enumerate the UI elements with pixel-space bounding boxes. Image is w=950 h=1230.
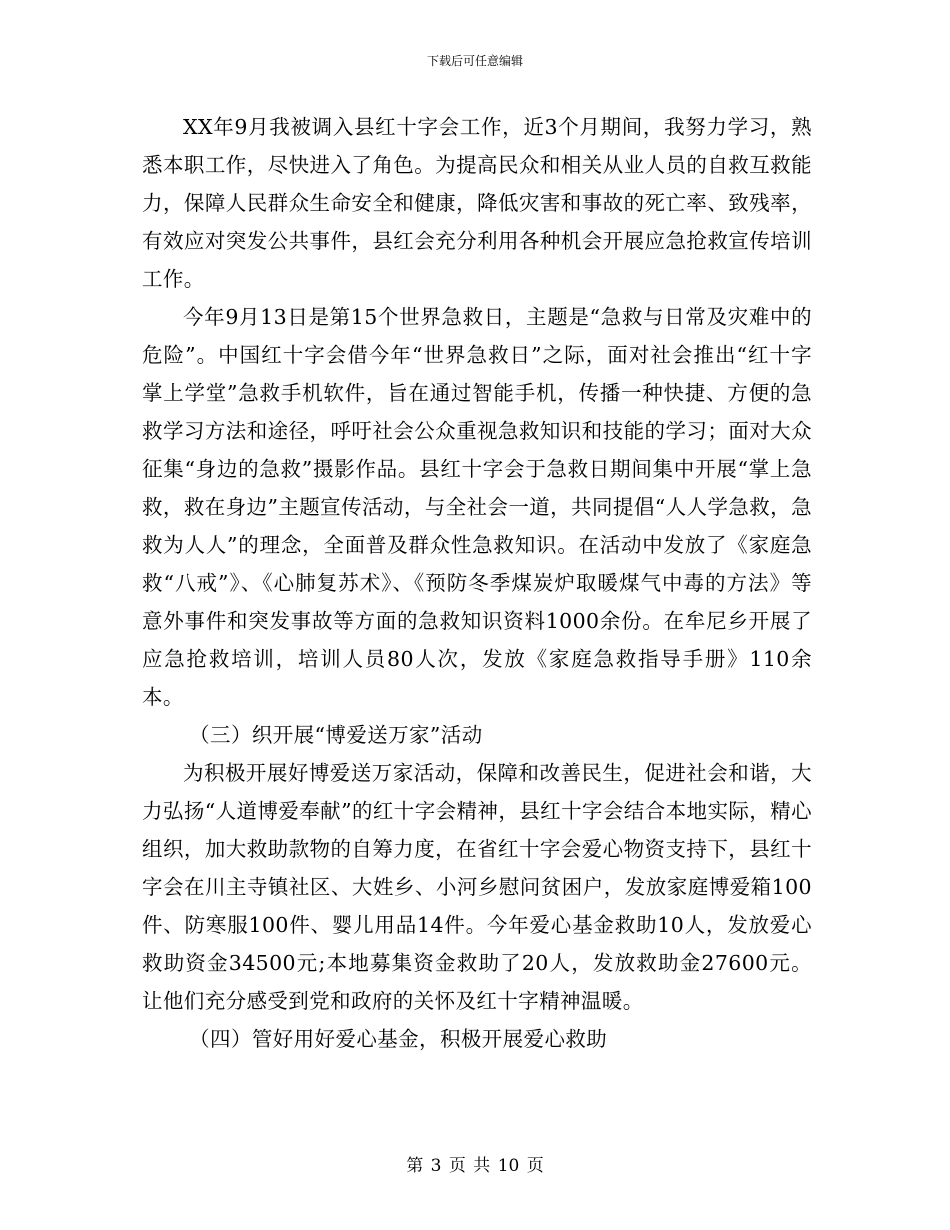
section-heading-3: （三）织开展“博爱送万家”活动 (189, 723, 483, 747)
page-footer: 第 3 页 共 10 页 (406, 1156, 544, 1176)
page-header: 下载后可任意编辑 (426, 54, 523, 68)
paragraph-red-cross-work-intro: XX年9月我被调入县红十字会工作，近3个月期间，我努力学习，熟悉本职工作，尽快进入了角色。为提高民众和相关从业人员的自救互救能力，保障人民群众生命安全和健康，降低灾害和事故的死亡率、致残率，有效应对突发公共事件，县红会充分利用各种机会开展应急抢救宣传培训工作。 (142, 115, 812, 291)
paragraph-world-first-aid-day: 今年9月13日是第15个世界急救日，主题是“急救与日常及灾难中的危险”。中国红十字会借今年“世界急救日”之际，面对社会推出“红十字掌上学堂”急救手机软件，旨在通过智能手机，传播一种快捷、方便的急救学习方法和途径，呼吁社会公众重视急救知识和技能的学习；面对大众征集“身边的急救”摄影作品。县红十字会于急救日期间集中开展“掌上急救，救在身边”主题宣传活动，与全社会一道，共同提倡“人人学急救，急救为人人”的理念，全面普及群众性急救知识。在活动中发放了《家庭急救“八戒”》、《心肺复苏术》、《预防冬季煤炭炉取暖煤气中毒的方法》等意外事件和突发事故等方面的急救知识资料1000余份。在牟尼乡开展了应急抢救培训，培训人员80人次，发放《家庭急救指导手册》110余本。 (142, 305, 812, 709)
paragraph-fraternity-activity: 为积极开展好博爱送万家活动，保障和改善民生，促进社会和谐，大力弘扬“人道博爱奉献”的红十字会精神，县红十字会结合本地实际，精心组织，加大救助款物的自筹力度，在省红十字会爱心物资支持下，县红十字会在川主寺镇社区、大姓乡、小河乡慰问贫困户，发放家庭博爱箱100件、防寒服100件、婴儿用品14件。今年爱心基金救助10人，发放爱心救助资金34500元;本地募集资金救助了20人，发放救助金27600元。让他们充分感受到党和政府的关怀及红十字精神温暖。 (142, 761, 812, 1013)
section-heading-4: （四）管好用好爱心基金，积极开展爱心救助 (189, 1027, 608, 1051)
document-body (142, 108, 812, 1058)
